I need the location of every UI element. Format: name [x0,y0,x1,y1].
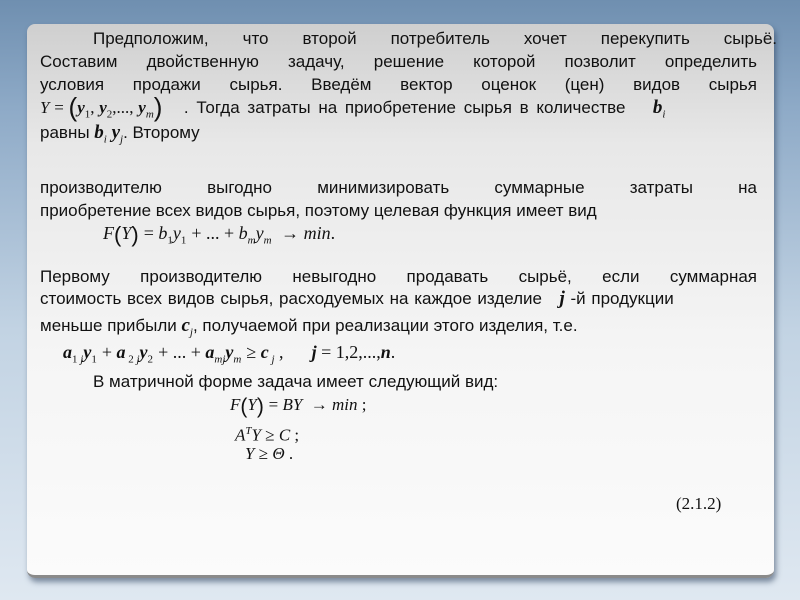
paragraph-3-line-3 [40,314,760,344]
matrix-intro-text: В матричной форме задача имеет следующий вид: [93,372,499,391]
p3-line3a-text: меньше прибыли [40,316,177,335]
formula-b-i: $b_i$ [652,97,666,121]
p1-line1-text: Предположим, что второй потребитель хочет перекупить сырьё. [93,29,777,48]
p3-line2a-text: стоимость всех видов сырья, расходуемых на каждое изделие [40,289,543,308]
paragraph-1-line-5 [40,121,440,151]
formula-objective: $F(Y) = b_1y_1$ + ... + $b_my_m \to \min$. [103,222,336,247]
formula-bi-yj: $b_i$ $y_j$ [94,122,124,146]
formula-constraint: $a_1$ $_jy_1 + a$ $_2$ $_jy_2$ + ... + $a_{mj}y_m \ge c$ $_j$ , j = 1,2,...,n. [63,342,396,366]
p1-line5-suffix: . Второму [123,123,200,142]
equation-number-text: (2.1.2) [676,494,722,513]
paragraph-3-line-1 [40,265,757,288]
p3-line2b-text: -й продукции [570,289,674,308]
equation-number [676,492,746,515]
formula-matrix-constraint: $A^TY \ge C$ ; [235,425,300,445]
formula-nonneg: Y ≥ Θ . [245,444,294,463]
paragraph-1-line-3 [40,73,757,96]
p1-line2-text: Составим двойственную задачу, решение которой позволит определить [40,52,757,71]
formula-matrix-objective: F(Y) = BY → min ; [230,395,367,418]
formula-vector-y: $Y = (y_1$, $y_2$,..., $y_m$) [40,92,163,122]
formula-c-j: $c_j$ [181,315,193,339]
matrix-intro [93,370,693,393]
p2-line1-text: производителю выгодно минимизировать суммарные затраты на [40,178,757,197]
p1-line4-text: . Тогда затраты на приобретение сырья в количестве [183,98,626,117]
p1-line3-text: условия продажи сырья. Введём вектор оценок (цен) видов сырья [40,75,757,94]
p3-line1-text: Первому производителю невыгодно продавать сырьё, если суммарная [40,267,757,286]
p1-line5-prefix: равны [40,123,90,142]
slide-content [27,24,777,578]
paragraph-1-line-2 [40,50,757,73]
p2-line2-text: приобретение всех видов сырья, поэтому целевая функция имеет вид [40,201,597,220]
p3-line3b-text: , получаемой при реализации этого изделия, т.е. [192,316,578,335]
paragraph-1-line-1 [93,27,777,50]
formula-j: j [559,288,565,309]
paragraph-2-line-1 [40,176,757,199]
paragraph-2-line-2 [40,199,757,222]
paragraph-3-line-2 [40,287,765,310]
